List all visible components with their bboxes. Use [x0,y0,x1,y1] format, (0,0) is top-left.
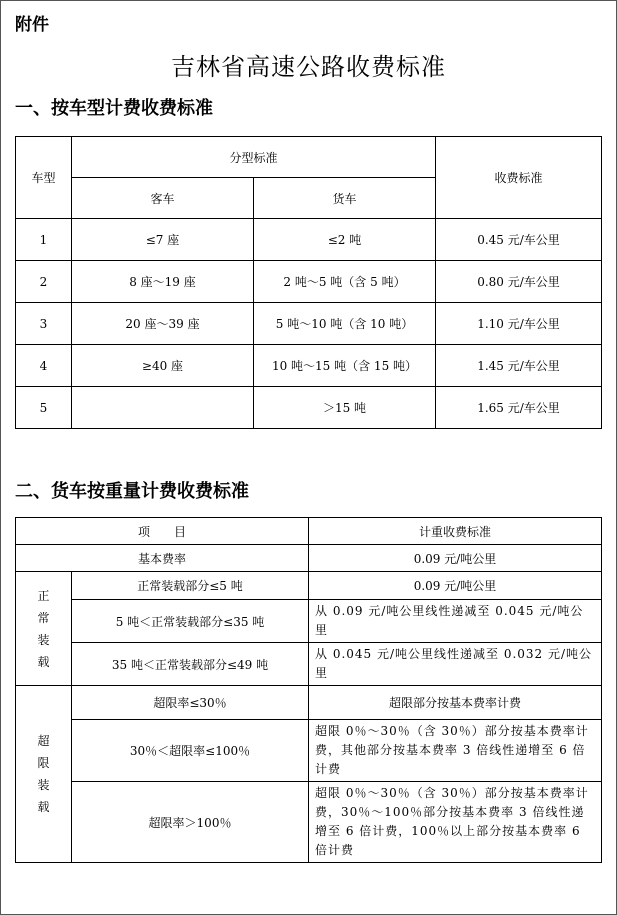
cell-standard: 从 0.09 元/吨公里线性递减至 0.045 元/吨公里 [309,600,602,643]
cell-fee: 0.45 元/车公里 [436,219,602,261]
cell-fee: 1.10 元/车公里 [436,303,602,345]
cell-standard: 超限部分按基本费率计费 [309,686,602,720]
overload-group [16,686,72,863]
section1-heading: 一、按车型计费收费标准 [15,98,213,119]
cell-bus: ≥40 座 [72,345,254,387]
header-classification: 分型标准 [72,137,436,178]
table-row [16,643,602,686]
base-rate-label: 基本费率 [16,545,309,572]
section2-heading: 二、货车按重量计费收费标准 [15,481,249,502]
table-row [16,219,602,261]
table-row [16,572,602,600]
cell-type: 2 [16,261,72,303]
cell-truck: 5 吨～10 吨（含 10 吨） [254,303,436,345]
header-weight-standard: 计重收费标准 [309,518,602,545]
table-row [16,545,602,572]
base-rate-value: 0.09 元/吨公里 [309,545,602,572]
table-row [16,720,602,782]
table-row [16,782,602,863]
cell-type: 5 [16,387,72,429]
cell-fee: 1.45 元/车公里 [436,345,602,387]
header-truck: 货车 [254,178,436,219]
cell-fee: 1.65 元/车公里 [436,387,602,429]
group-char: 正 [37,588,50,603]
normal-load-group [16,572,72,686]
group-char: 载 [37,654,50,669]
cell-truck: ≤2 吨 [254,219,436,261]
cell-truck: 10 吨～15 吨（含 15 吨） [254,345,436,387]
vehicle-type-fee-table [15,136,602,429]
header-item: 项 目 [16,518,309,545]
cell-item: 超限率≤30％ [72,686,309,720]
weight-fee-table [15,517,602,863]
cell-type: 3 [16,303,72,345]
cell-truck: ＞15 吨 [254,387,436,429]
cell-item: 正常装载部分≤5 吨 [72,572,309,600]
cell-truck: 2 吨～5 吨（含 5 吨） [254,261,436,303]
group-char: 装 [37,632,50,647]
cell-bus: 8 座～19 座 [72,261,254,303]
cell-type: 1 [16,219,72,261]
group-char: 装 [37,778,50,792]
cell-item: 35 吨＜正常装载部分≤49 吨 [72,643,309,686]
group-char: 常 [37,610,50,625]
cell-standard: 超限 0％～30％（含 30％）部分按基本费率计费，其他部分按基本费率 3 倍线性递增至 6 倍计费 [309,720,602,782]
header-vehicle-type: 车型 [16,137,72,219]
header-bus: 客车 [72,178,254,219]
cell-type: 4 [16,345,72,387]
cell-fee: 0.80 元/车公里 [436,261,602,303]
cell-bus: 20 座～39 座 [72,303,254,345]
cell-standard: 从 0.045 元/吨公里线性递减至 0.032 元/吨公里 [309,643,602,686]
cell-bus [72,387,254,429]
cell-standard: 超限 0％～30％（含 30％）部分按基本费率计费，30％～100％部分按基本费率 3 倍线性递增至 6 倍计费，100％以上部分按基本费率 6 倍计费 [309,782,602,863]
table-row [16,600,602,643]
group-char: 限 [37,756,50,770]
group-char: 载 [37,800,50,814]
page-title: 吉林省高速公路收费标准 [171,53,446,81]
cell-item: 30％＜超限率≤100％ [72,720,309,782]
cell-item: 超限率＞100％ [72,782,309,863]
cell-bus: ≤7 座 [72,219,254,261]
table-row [16,686,602,720]
cell-item: 5 吨＜正常装载部分≤35 吨 [72,600,309,643]
attachment-label: 附件 [15,15,49,35]
table-row [16,261,602,303]
table-row [16,303,602,345]
header-fee-standard: 收费标准 [436,137,602,219]
table-row [16,345,602,387]
table-row [16,387,602,429]
cell-standard: 0.09 元/吨公里 [309,572,602,600]
group-char: 超 [37,734,50,748]
